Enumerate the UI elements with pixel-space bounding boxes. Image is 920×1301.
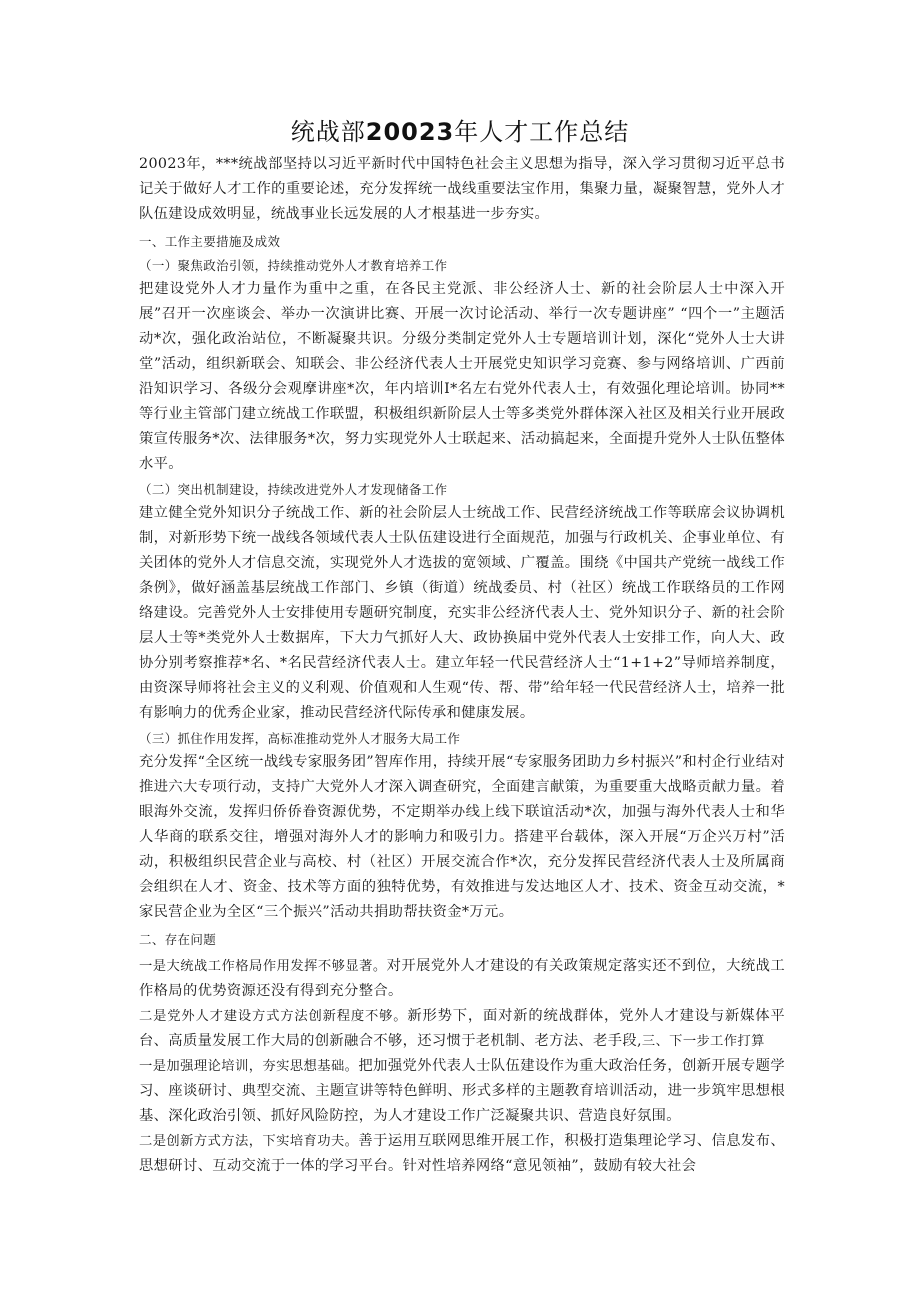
plan-1-lead: 一是加强理论培训，夯实思想基础。 [139, 1059, 359, 1074]
problem-1-lead: 一是大统战工作格局作用发挥不够显著。 [139, 959, 387, 974]
paragraph-mechanism: 建立健全党外知识分子统战工作、新的社会阶层人士统战工作、民营经济统战工作等联席会议协调机制，对新形势下统一战线各领域代表人士队伍建设进行全面规范，加强与行政机关、企事业单位、有关团体的党外人才信息交流，实现党外人才选拔的宽领域、广覆盖。围绕《中国共产党统一战线工作条例》，做好涵盖基层统战工作部门、乡镇（街道）统战委员、村（社区）统战工作联络员的工作网络建设。完善党外人士安排使用专题研究制度，充实非公经济代表人士、党外知识分子、新的社会阶层人士等*类党外人士数据库，下大力气抓好人大、政协换届中党外代表人士安排工作，向人大、政协分别考察推荐*名、*名民营经济代表人士。建立年轻一代民营经济人士“1+1+2”导师培养制度，由资深导师将社会主义的义利观、价值观和人生观“传、帮、带”给年轻一代民营经济人士，培养一批有影响力的优秀企业家，推动民营经济代际传承和健康发展。 [139, 505, 785, 721]
plan-2-lead: 二是创新方式方法，下实培育功夫。 [139, 1134, 359, 1149]
subheading-political-guidance: （一）聚焦政治引领，持续推动党外人才教育培养工作 [139, 258, 448, 273]
section-heading-measures: 一、工作主要措施及成效 [139, 234, 281, 249]
plan-2-body: 善于运用互联网思维开展工作，积极打造集理论学习、信息发布、思想研讨、互动交流于一体的学习平台。针对性培养网络“意见领袖”，鼓励有较大社会 [139, 1133, 785, 1174]
title-prefix: 统战部 [290, 118, 366, 146]
title-suffix: 年人才工作总结 [454, 118, 630, 146]
subheading-mechanism: （二）突出机制建设，持续改进党外人才发现储备工作 [139, 482, 448, 497]
problem-2-body: 新形势下，面对新的统战群体，党外人才建设与新媒体平台、高质量发展工作大局的创新融合不够，还习惯于老机制、老方法、老手段, [139, 1008, 786, 1049]
paragraph-serve-overall: 充分发挥“全区统一战线专家服务团”智库作用，持续开展“专家服务团助力乡村振兴”和村企行业结对推进六大专项行动，支持广大党外人才深入调查研究，全面建言献策，为重要重大战略贡献力量。着眼海外交流，发挥归侨侨眷资源优势，不定期举办线上线下联谊活动*次，加强与海外代表人士和华人华商的联系交往，增强对海外人才的影响力和吸引力。搭建平台载体，深入开展“万企兴万村”活动，积极组织民营企业与高校、村（社区）开展交流合作*次，充分发挥民营经济代表人士及所属商会组织在人才、资金、技术等方面的独特优势，有效推进与发达地区人才、技术、资金互动交流，*家民营企业为全区“三个振兴”活动共捐助帮扶资金*万元。 [139, 754, 785, 920]
plan-1-body: 把加强党外代表人士队伍建设作为重大政治任务，创新开展专题学习、座谈研讨、典型交流、主题宣讲等特色鲜明、形式多样的主题教育培训活动，进一步筑牢思想根基、深化政治引领、抓好风险防控，为人才建设工作广泛凝聚共识、营造良好氛围。 [139, 1058, 785, 1124]
paragraph-political-guidance: 把建设党外人才力量作为重中之重，在各民主党派、非公经济人士、新的社会阶层人士中深入开展”召开一次座谈会、举办一次演讲比赛、开展一次讨论活动、举行一次专题讲座” “四个一”主题活动*次，强化政治站位，不断凝聚共识。分级分类制定党外人士专题培训计划，深化“党外人士大讲堂”活动，组织新联会、知联会、非公经济代表人士开展党史知识学习竞赛、参与网络培训、广西前沿知识学习、各级分会观摩讲座*次，年内培训I*名左右党外代表人士，有效强化理论培训。协同**等行业主管部门建立统战工作联盟，积极组织新阶层人士等多类党外群体深入社区及相关行业开展政策宣传服务*次、法律服务*次，努力实现党外人士联起来、活动搞起来，全面提升党外人士队伍整体水平。 [139, 281, 785, 472]
paragraph-problem-1 [139, 954, 785, 1004]
intro-paragraph: 20023年，***统战部坚持以习近平新时代中国特色社会主义思想为指导，深入学习贯彻习近平总书记关于做好人才工作的重要论述，充分发挥统一战线重要法宝作用，集聚力量，凝聚智慧，党外人才队伍建设成效明显，统战事业长远发展的人才根基进一步夯实。 [139, 156, 785, 222]
section-heading-problems: 二、存在问题 [139, 932, 217, 947]
paragraph-problem-2 [139, 1004, 785, 1129]
paragraph-plan-2 [139, 1129, 785, 1179]
problem-1-body: 对开展党外人才建设的有关政策规定落实还不到位，大统战工作格局的优势资源还没有得到充分整合。 [139, 958, 785, 999]
subheading-serve-overall: （三）抓住作用发挥，高标准推动党外人才服务大局工作 [139, 731, 461, 746]
title-year: 20023 [365, 118, 455, 146]
document-body [139, 152, 785, 1179]
problem-2-lead: 二是党外人才建设方式方法创新程度不够。 [139, 1009, 408, 1024]
page-title [0, 116, 920, 148]
section-heading-next-steps: 三、下一步工作打算 [641, 1034, 765, 1049]
